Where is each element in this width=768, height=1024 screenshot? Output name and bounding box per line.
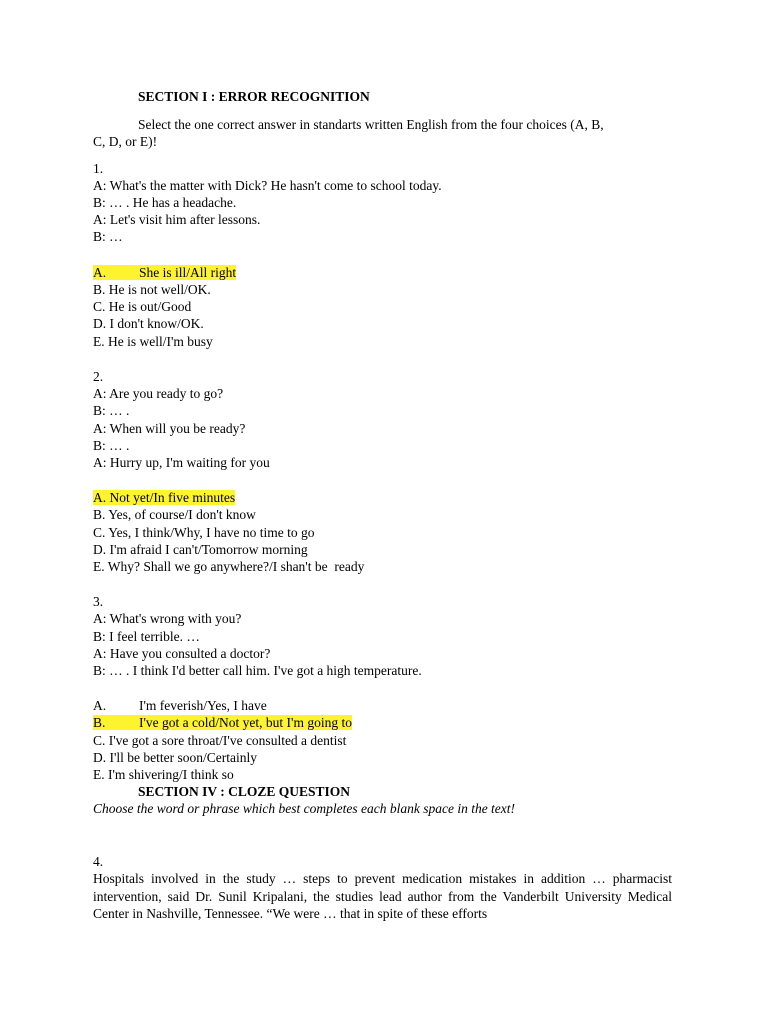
answer-option: D. I don't know/OK. (93, 316, 204, 331)
answer-option: C. He is out/Good (93, 299, 192, 314)
answer-option: C. Yes, I think/Why, I have no time to go (93, 525, 315, 540)
dialogue-line: B: … . He has a headache. (93, 195, 237, 210)
instruction-line: C, D, or E)! (93, 134, 158, 149)
dialogue-line: B: … . I think I'd better call him. I've got a high temperature. (93, 663, 422, 678)
option-text: I've got a cold/Not yet, but I'm going to (139, 715, 352, 730)
answer-option (93, 697, 267, 714)
dialogue-line: A: When will you be ready? (93, 421, 246, 436)
answer-option: E. Why? Shall we go anywhere?/I shan't be ready (93, 559, 365, 574)
option-letter: A. (93, 265, 107, 280)
answer-option: D. I'm afraid I can't/Tomorrow morning (93, 542, 308, 557)
cloze-paragraph: Hospitals involved in the study … steps to prevent medication mistakes in addition … pharmacist intervention, said Dr. Sunil Kripalani, the studies lead author from the Vanderbilt University Medical Center in Nashville, Tennessee. “We were … that in spite of these efforts (93, 871, 672, 921)
dialogue-line: A: Let's visit him after lessons. (93, 212, 261, 227)
option-letter: B. (93, 715, 106, 730)
instruction-line: Select the one correct answer in standarts written English from the four choices (A, B, (138, 117, 604, 132)
answer-option: C. I've got a sore throat/I've consulted a dentist (93, 733, 347, 748)
question-number: 1. (93, 161, 104, 176)
dialogue-line: B: … . (93, 438, 130, 453)
answer-option: D. I'll be better soon/Certainly (93, 750, 258, 765)
section-heading: SECTION IV : CLOZE QUESTION (138, 784, 351, 799)
dialogue-line: A: Have you consulted a doctor? (93, 646, 271, 661)
answer-option: E. I'm shivering/I think so (93, 767, 234, 782)
answer-option: B. He is not well/OK. (93, 282, 211, 297)
dialogue-line: A: What's the matter with Dick? He hasn't come to school today. (93, 178, 442, 193)
option-text: I'm feverish/Yes, I have (139, 698, 267, 713)
option-letter: A. (93, 698, 107, 713)
dialogue-line: B: … . (93, 403, 130, 418)
question-number: 3. (93, 594, 104, 609)
highlighted-answer (93, 265, 236, 280)
dialogue-line: A: Hurry up, I'm waiting for you (93, 455, 270, 470)
highlighted-answer: A. Not yet/In five minutes (93, 490, 236, 505)
highlighted-answer (93, 715, 352, 730)
answer-option-highlighted (93, 264, 236, 281)
question-number: 2. (93, 369, 104, 384)
dialogue-line: A: Are you ready to go? (93, 386, 224, 401)
answer-option: E. He is well/I'm busy (93, 334, 213, 349)
dialogue-line: B: … (93, 229, 123, 244)
question-number: 4. (93, 854, 104, 869)
section-heading: SECTION I : ERROR RECOGNITION (138, 89, 370, 104)
option-text: She is ill/All right (139, 265, 237, 280)
dialogue-line: A: What's wrong with you? (93, 611, 242, 626)
answer-option: B. Yes, of course/I don't know (93, 507, 256, 522)
instruction-line: Choose the word or phrase which best completes each blank space in the text! (93, 801, 516, 816)
dialogue-line: B: I feel terrible. … (93, 629, 200, 644)
answer-option-highlighted (93, 489, 235, 506)
answer-option-highlighted (93, 714, 352, 731)
